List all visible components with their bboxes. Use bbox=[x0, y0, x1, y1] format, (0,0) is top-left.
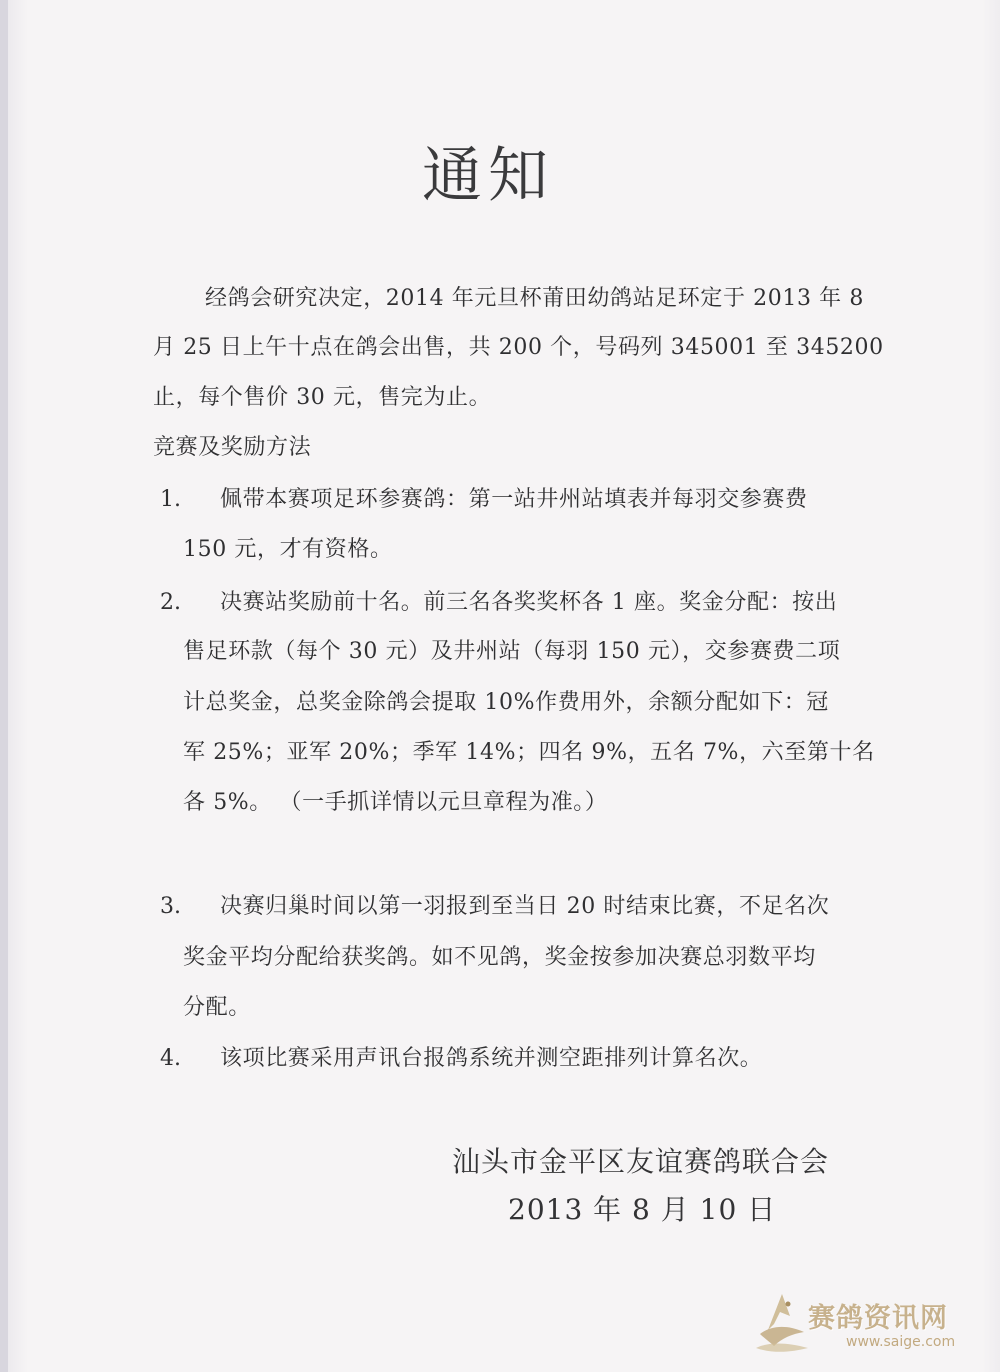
item-1-number: 1. bbox=[160, 487, 181, 512]
item-2-line-3: 计总奖金，总奖金除鸽会提取 10%作费用外，余额分配如下：冠 bbox=[183, 690, 829, 715]
item-3-line-2: 奖金平均分配给获奖鸽。如不见鸽，奖金按参加决赛总羽数平均 bbox=[183, 945, 816, 970]
section-heading: 竞赛及奖励方法 bbox=[153, 435, 312, 460]
intro-line-3: 止，每个售价 30 元，售完为止。 bbox=[153, 385, 492, 410]
site-watermark[interactable] bbox=[752, 1290, 972, 1360]
item-3-line-3: 分配。 bbox=[183, 995, 251, 1020]
intro-line-2: 月 25 日上午十点在鸽会出售，共 200 个，号码列 345001 至 345200 bbox=[153, 335, 884, 360]
item-4-number: 4. bbox=[160, 1046, 181, 1071]
watermark-url[interactable]: www.saige.com bbox=[846, 1334, 956, 1350]
item-3-line-1: 决赛归巢时间以第一羽报到至当日 20 时结束比赛，不足名次 bbox=[220, 894, 830, 919]
item-1-line-1: 佩带本赛项足环参赛鸽：第一站井州站填表并每羽交参赛费 bbox=[220, 487, 808, 512]
pigeon-logo-icon bbox=[752, 1290, 812, 1358]
item-1-line-2: 150 元，才有资格。 bbox=[183, 537, 393, 562]
item-2-number: 2. bbox=[160, 590, 181, 615]
item-3-number: 3. bbox=[160, 894, 181, 919]
signature-date: 2013 年 8 月 10 日 bbox=[508, 1193, 777, 1226]
signature-organization: 汕头市金平区友谊赛鸽联合会 bbox=[452, 1145, 830, 1178]
watermark-site-name: 赛鸽资讯网 bbox=[808, 1303, 948, 1334]
item-2-line-1: 决赛站奖励前十名。前三名各奖奖杯各 1 座。奖金分配：按出 bbox=[220, 590, 838, 615]
item-2-line-4: 军 25%；亚军 20%；季军 14%；四名 9%，五名 7%，六至第十名 bbox=[183, 740, 875, 765]
item-2-line-2: 售足环款（每个 30 元）及井州站（每羽 150 元），交参赛费二项 bbox=[183, 639, 841, 664]
document-title: 通知 bbox=[422, 141, 554, 211]
item-2-line-5: 各 5%。 （一手抓详情以元旦章程为准。） bbox=[183, 790, 608, 815]
item-4-line-1: 该项比赛采用声讯台报鸽系统并测空距排列计算名次。 bbox=[220, 1046, 763, 1071]
intro-line-1: 经鸽会研究决定，2014 年元旦杯莆田幼鸽站足环定于 2013 年 8 bbox=[205, 286, 864, 311]
